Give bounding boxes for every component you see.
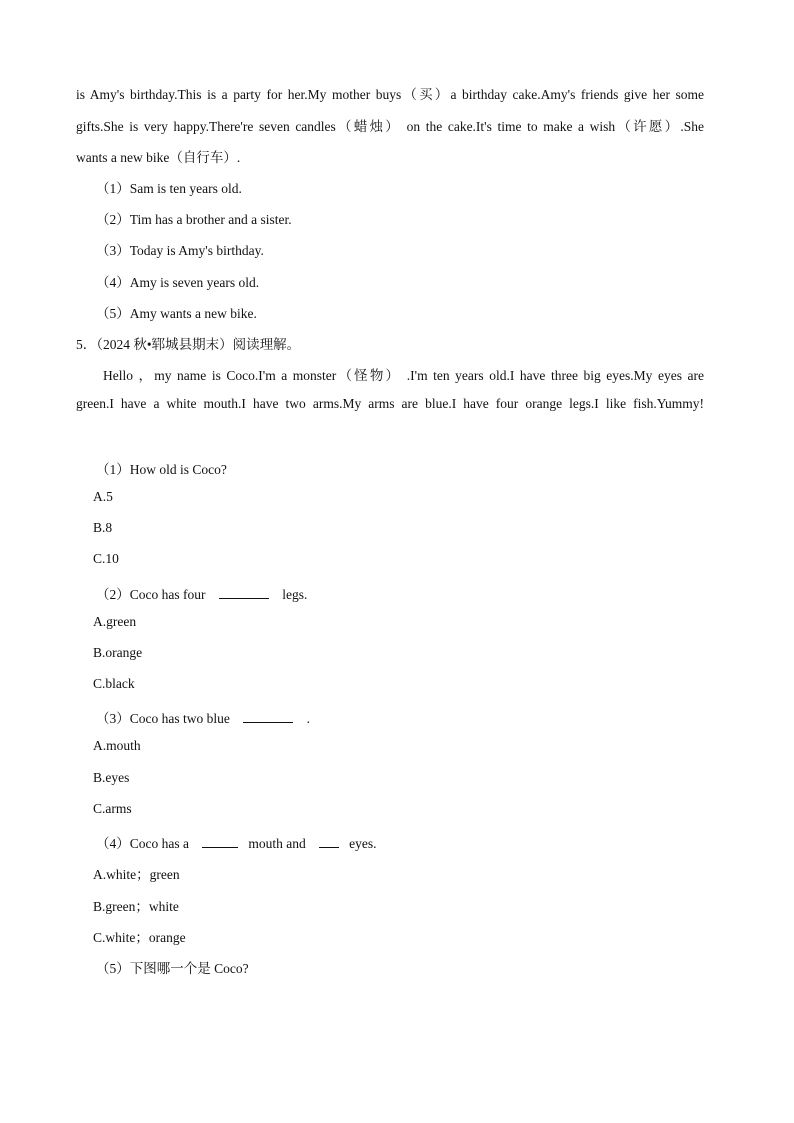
q1-option-c: C.10 xyxy=(93,551,119,566)
q3-option-c: C.arms xyxy=(93,801,132,816)
q4-stem-start: （4）Coco has a xyxy=(96,836,189,851)
q2-option-c: C.black xyxy=(93,676,135,691)
q3-option-a: A.mouth xyxy=(93,738,141,753)
q1-stem: （1）How old is Coco? xyxy=(96,462,227,477)
passage-line-2: gifts.She is very happy.There're seven candles（蜡烛） on the cake.It's time to make a wish（许愿）.She xyxy=(76,119,704,134)
q2-stem-start: （2）Coco has four xyxy=(96,587,206,602)
q3-answer-blank[interactable] xyxy=(243,721,293,723)
q2-stem-end: legs. xyxy=(282,587,308,602)
q2-answer-blank[interactable] xyxy=(219,597,269,599)
q3-option-b: B.eyes xyxy=(93,770,130,785)
statement-4: （4）Amy is seven years old. xyxy=(96,275,260,290)
question-5-heading: 5．（2024 秋•郓城县期末）阅读理解。 xyxy=(76,337,301,352)
statement-3: （3）Today is Amy's birthday. xyxy=(96,243,264,258)
q1-option-a: A.5 xyxy=(93,489,113,504)
q1-option-b: B.8 xyxy=(93,520,113,535)
statement-5: （5）Amy wants a new bike. xyxy=(96,306,257,321)
q4-answer-blank-1[interactable] xyxy=(202,846,238,848)
statement-1: （1）Sam is ten years old. xyxy=(96,181,242,196)
q2-option-b: B.orange xyxy=(93,645,143,660)
q5-stem: （5）下图哪一个是 Coco? xyxy=(96,961,249,976)
q4-option-c: C.white；orange xyxy=(93,930,186,945)
passage-line-1: is Amy's birthday.This is a party for her.My mother buys（买）a birthday cake.Amy's friends give her some xyxy=(76,87,704,102)
q2-option-a: A.green xyxy=(93,614,137,629)
statement-2: （2）Tim has a brother and a sister. xyxy=(96,212,292,227)
coco-passage-line-2: green.I have a white mouth.I have two arms.My arms are blue.I have four orange legs.I like fish.Yummy! xyxy=(76,396,704,411)
q3-stem-end: . xyxy=(306,711,310,726)
q2-stem xyxy=(96,583,307,603)
q3-stem-start: （3）Coco has two blue xyxy=(96,711,230,726)
q3-stem xyxy=(96,707,310,727)
passage-line-3: wants a new bike（自行车）. xyxy=(76,150,241,165)
coco-passage-line-1: Hello ，my name is Coco.I'm a monster（怪物） .I'm ten years old.I have three big eyes.My eyes are xyxy=(103,368,704,383)
q4-option-a: A.white；green xyxy=(93,867,180,882)
q4-answer-blank-2[interactable] xyxy=(319,846,339,848)
q4-stem xyxy=(96,832,376,852)
q4-stem-middle: mouth and xyxy=(248,836,306,851)
q4-stem-end: eyes. xyxy=(349,836,377,851)
q4-option-b: B.green；white xyxy=(93,899,179,914)
